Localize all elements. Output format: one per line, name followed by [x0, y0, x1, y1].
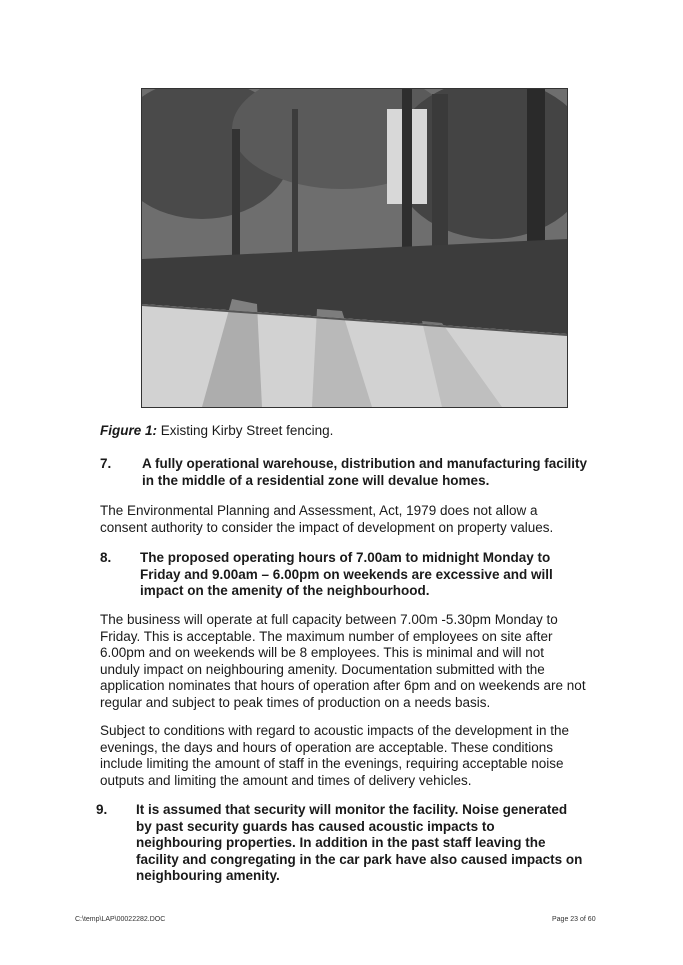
- item-heading-line: The proposed operating hours of 7.00am to midnight Monday to: [140, 550, 551, 565]
- forest-road-photo: [142, 89, 567, 407]
- paragraph-line: Subject to conditions with regard to acoustic impacts of the development in the: [100, 723, 570, 738]
- paragraph-line: regular and subject to peak times of production on a needs basis.: [100, 694, 491, 710]
- item-heading-line: impact on the amenity of the neighbourhood.: [140, 583, 430, 598]
- paragraph-line: evenings, the days and hours of operation are acceptable. These conditions: [100, 739, 554, 755]
- item-heading-line: by past security guards has caused acoustic impacts to: [136, 818, 495, 834]
- paragraph-line: unduly impact on neighbouring amenity. Documentation submitted with the: [100, 661, 545, 677]
- item-heading-line: in the middle of a residential zone will devalue homes.: [142, 472, 490, 488]
- footer-file-path: C:\temp\LAP\00022282.DOC: [75, 916, 166, 923]
- paragraph-line: The business will operate at full capacity between 7.00m -5.30pm Monday to: [100, 612, 558, 627]
- figure-caption: [100, 423, 333, 438]
- figure-caption-text: Existing Kirby Street fencing.: [160, 423, 334, 438]
- paragraph-line: The Environmental Planning and Assessment, Act, 1979 does not allow a: [100, 503, 538, 518]
- paragraph-conditions: [100, 723, 605, 789]
- item-heading-line: neighbouring amenity.: [136, 868, 280, 883]
- paragraph-line: outputs and limiting the amount and times of delivery vehicles.: [100, 772, 472, 788]
- paragraph-line: Friday. This is acceptable. The maximum number of employees on site after: [100, 628, 553, 644]
- item-heading: [140, 550, 553, 600]
- figure-photo: [141, 88, 568, 408]
- item-number: 9.: [96, 802, 108, 817]
- item-heading: [136, 802, 582, 885]
- item-heading-line: Friday and 9.00am – 6.00pm on weekends are excessive and will: [140, 566, 553, 582]
- paragraph-line: application nominates that hours of operation after 6pm and on weekends are not: [100, 678, 586, 693]
- paragraph-line: consent authority to consider the impact of development on property values.: [100, 519, 554, 535]
- paragraph-line: include limiting the amount of staff in the evenings, requiring acceptable noise: [100, 756, 564, 771]
- item-heading: [142, 456, 587, 489]
- paragraph-operating-capacity: [100, 612, 605, 711]
- item-heading-line: A fully operational warehouse, distribution and manufacturing facility: [142, 456, 588, 471]
- paragraph-line: 6.00pm and on weekends will be 8 employees. This is minimal and will not: [100, 645, 544, 660]
- item-number: 7.: [100, 456, 112, 471]
- paragraph-property-values: [100, 503, 605, 536]
- footer-page-number: Page 23 of 60: [552, 916, 596, 923]
- item-heading-line: It is assumed that security will monitor the facility. Noise generated: [136, 802, 568, 817]
- figure-label: Figure 1:: [100, 423, 158, 438]
- item-number: 8.: [100, 550, 112, 565]
- item-heading-line: neighbouring properties. In addition in the past staff leaving the: [136, 835, 546, 850]
- item-heading-line: facility and congregating in the car park have also caused impacts on: [136, 851, 583, 867]
